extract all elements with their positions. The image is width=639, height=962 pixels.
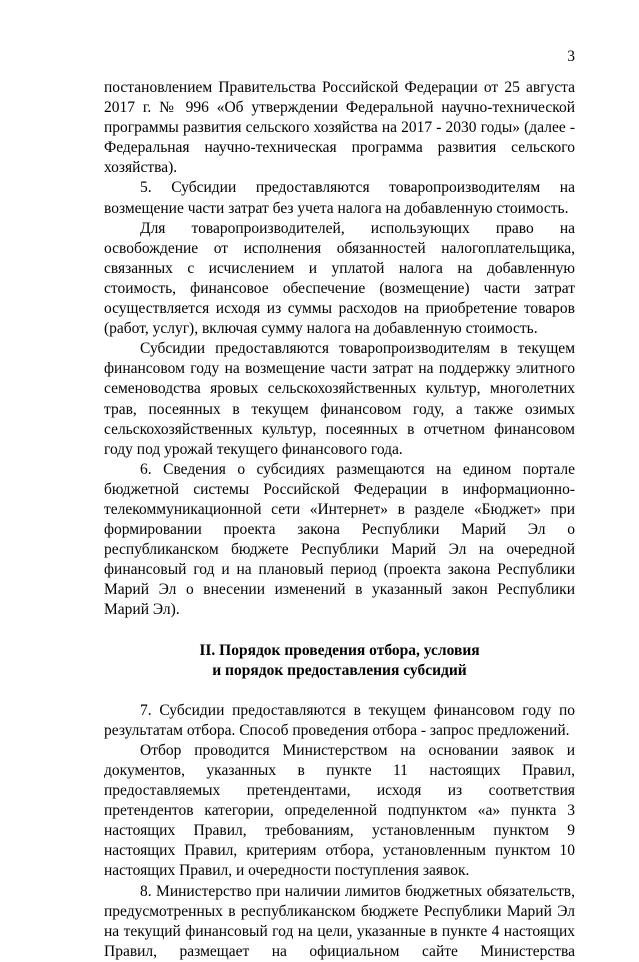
paragraph: 8. Министерство при наличии лимитов бюджетных обязательств, предусмотренных в республиканском бюджете Республики Марий Эл на текущий финансовый год на цели, указанные в пункте 4 настоящих Правил, размещает на официальном сайте Министерства [104, 882, 575, 960]
document-body [104, 78, 575, 962]
paragraph: Субсидии предоставляются товаропроизводителям в текущем финансовом году на возмещение части затрат на поддержку элитного семеноводства яровых сельскохозяйственных культур, многолетних трав, посеянных в текущем финансовом году, а также озимых сельскохозяйственных культур, посеянных в отчетном финансовом году под урожай текущего финансового года. [104, 340, 575, 458]
paragraph: 6. Сведения о субсидиях размещаются на едином портале бюджетной системы Российской Федерации в информационно-телекоммуникационной сети «Интернет» в разделе «Бюджет» при формировании проекта закона Республики Марий Эл о республиканском бюджете Республики Марий Эл на очередной финансовый год и на плановый период (проекта закона Республики Марий Эл о внесении изменений в указанный закон Республики Марий Эл). [104, 460, 575, 619]
paragraphs-after [104, 701, 575, 962]
paragraph: постановлением Правительства Российской Федерации от 25 августа 2017 г. № 996 «Об утверждении Федеральной научно-технической программы развития сельского хозяйства на 2017 - 2030 годы» (далее - Федеральная научно-техническая программа развития сельского хозяйства). [104, 79, 575, 177]
paragraph: Для товаропроизводителей, использующих право на освобождение от исполнения обязанностей налогоплательщика, связанных с исчислением и уплатой налога на добавленную стоимость, финансовое обеспечение (возмещение) части затрат осуществляется исходя из суммы расходов на приобретение товаров (работ, услуг), включая сумму налога на добавленную стоимость. [104, 219, 575, 338]
section-title-line: и порядок предоставления субсидий [212, 661, 467, 679]
paragraph: Отбор проводится Министерством на основании заявок и документов, указанных в пункте 11 настоящих Правил, предоставляемых претендентами, исходя из соответствия претендентов категории, определенной подпунктом «а» пункта 3 настоящих Правил, требованиям, установленным пунктом 9 настоящих Правил, критериям отбора, установленным пунктом 10 настоящих Правил, и очередности поступления заявок. [104, 741, 575, 880]
paragraph: 7. Субсидии предоставляются в текущем финансовом году по результатам отбора. Способ проведения отбора - запрос предложений. [104, 701, 575, 739]
page-number: 3 [567, 48, 575, 65]
paragraph: 5. Субсидии предоставляются товаропроизводителям на возмещение части затрат без учета налога на добавленную стоимость. [104, 179, 575, 217]
paragraphs-before [104, 78, 575, 621]
section-title-line: II. Порядок проведения отбора, условия [199, 641, 480, 659]
section-title [104, 641, 575, 681]
